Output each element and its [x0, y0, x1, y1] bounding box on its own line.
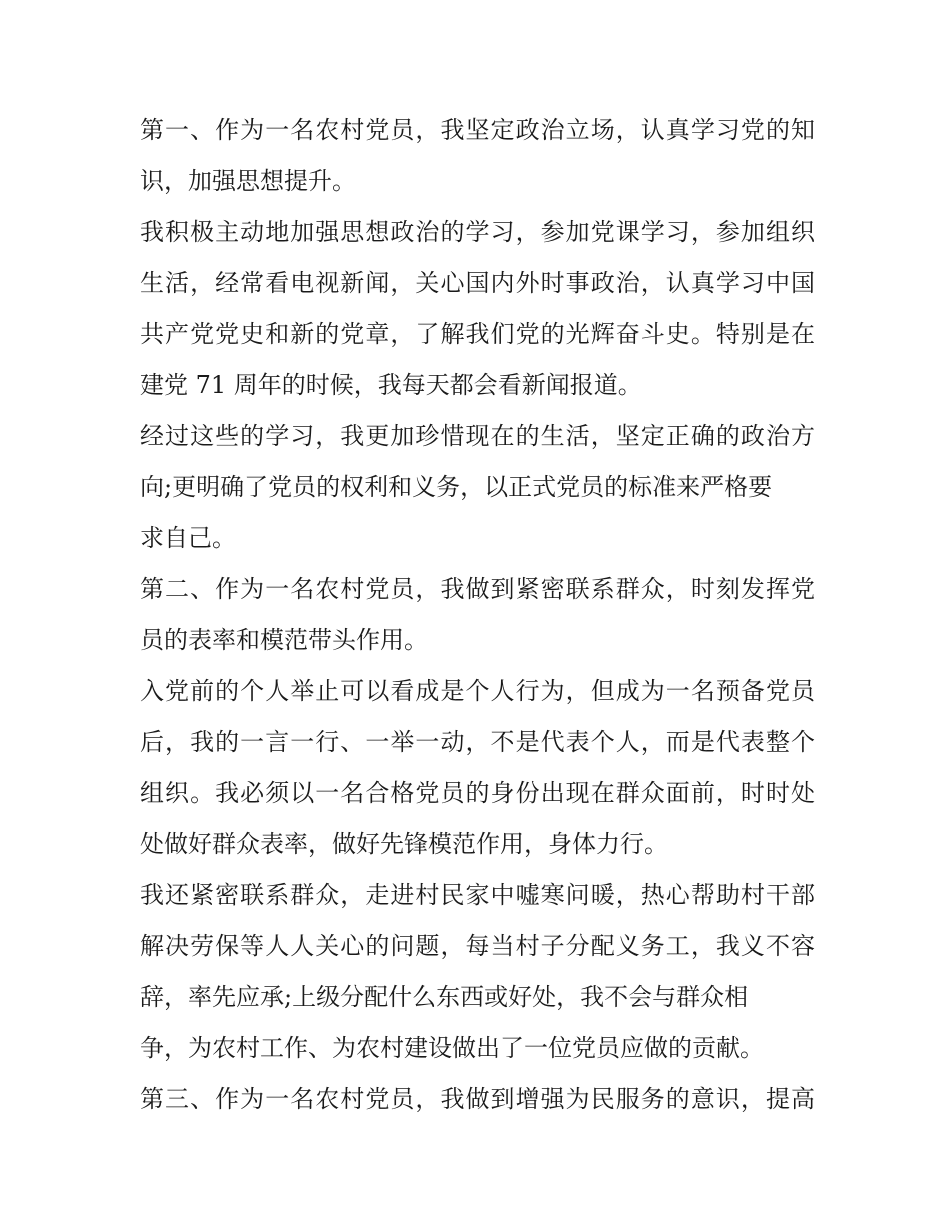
text-line-13: 后，我的一言一行、一举一动，不是代表个人，而是代表整个 [140, 728, 815, 756]
text-line-8: 向;更明确了党员的权利和义务，以正式党员的标准来严格要 [140, 473, 773, 501]
text-line-18: 辞，率先应承;上级分配什么东西或好处，我不会与群众相 [140, 983, 749, 1011]
text-line-14: 组织。我必须以一名合格党员的身份出现在群众面前，时时处 [140, 779, 815, 807]
text-line-15: 处做好群众表率，做好先锋模范作用，身体力行。 [140, 830, 668, 858]
text-line-2: 识，加强思想提升。 [140, 167, 356, 195]
text-line-20: 第三、作为一名农村党员，我做到增强为民服务的意识，提高 [140, 1085, 815, 1113]
text-line-9: 求自己。 [140, 524, 236, 552]
text-line-17: 解决劳保等人人关心的问题，每当村子分配义务工，我义不容 [140, 932, 815, 960]
text-line-12: 入党前的个人举止可以看成是个人行为，但成为一名预备党员 [140, 677, 815, 705]
text-line-7: 经过这些的学习，我更加珍惜现在的生活，坚定正确的政治方 [140, 422, 815, 450]
text-line-10: 第二、作为一名农村党员，我做到紧密联系群众，时刻发挥党 [140, 575, 815, 603]
text-line-5: 共产党党史和新的党章，了解我们党的光辉奋斗史。特别是在 [140, 320, 815, 348]
text-line-11: 员的表率和模范带头作用。 [140, 626, 428, 654]
document-body [140, 105, 815, 1125]
text-line-6: 建党 71 周年的时候，我每天都会看新闻报道。 [140, 371, 642, 399]
text-line-19: 争，为农村工作、为农村建设做出了一位党员应做的贡献。 [140, 1034, 764, 1062]
text-line-1: 第一、作为一名农村党员，我坚定政治立场，认真学习党的知 [140, 116, 815, 144]
text-line-16: 我还紧密联系群众，走进村民家中嘘寒问暖，热心帮助村干部 [140, 881, 815, 909]
text-line-3: 我积极主动地加强思想政治的学习，参加党课学习，参加组织 [140, 218, 815, 246]
text-line-4: 生活，经常看电视新闻，关心国内外时事政治，认真学习中国 [140, 269, 815, 297]
